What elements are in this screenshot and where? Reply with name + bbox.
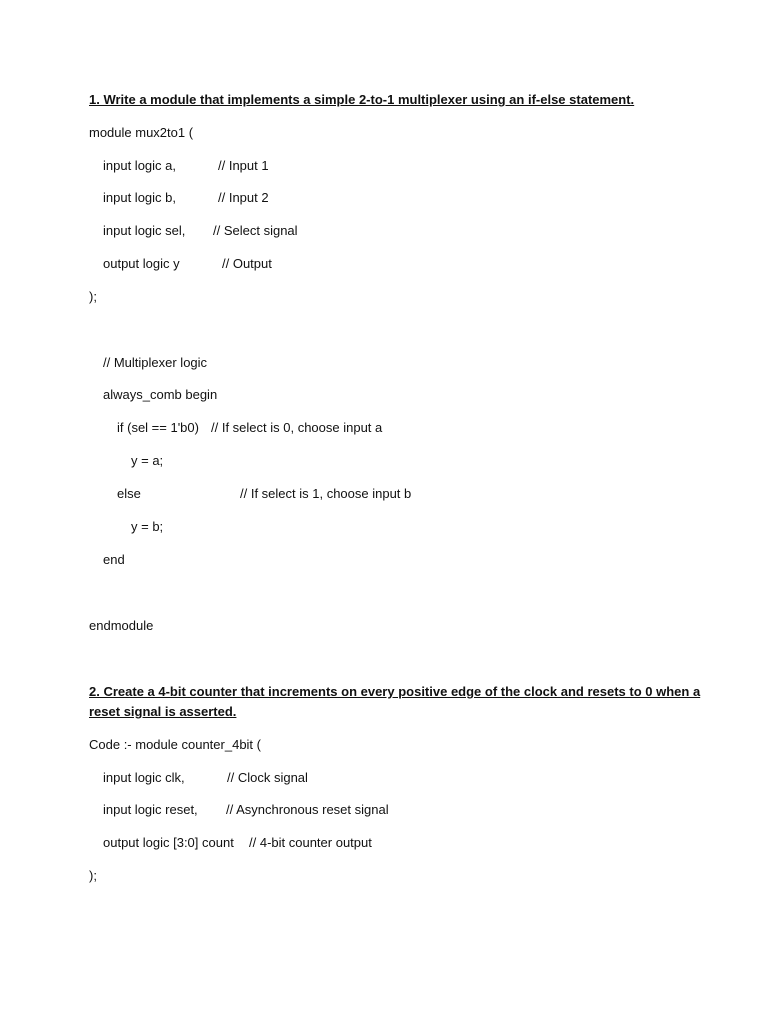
- port-comment: // Input 1: [218, 158, 269, 173]
- close-paren: );: [89, 868, 97, 883]
- port-comment: // 4-bit counter output: [249, 835, 372, 850]
- if-comment: // If select is 0, choose input a: [211, 420, 383, 435]
- module-declaration: Code :- module counter_4bit (: [89, 737, 261, 752]
- port-line: output logic y: [103, 256, 180, 271]
- port-comment: // Input 2: [218, 190, 269, 205]
- assign-statement: y = a;: [131, 453, 164, 468]
- port-comment: // Clock signal: [227, 770, 308, 785]
- port-comment: // Output: [222, 256, 272, 271]
- logic-comment: // Multiplexer logic: [103, 355, 208, 370]
- assign-statement: y = b;: [131, 519, 164, 534]
- port-line: input logic b,: [103, 190, 176, 205]
- endmodule: endmodule: [89, 618, 154, 633]
- port-line: input logic clk,: [103, 770, 185, 785]
- port-line: output logic [3:0] count: [103, 835, 234, 850]
- module-declaration: module mux2to1 (: [89, 125, 194, 140]
- port-line: input logic a,: [103, 158, 176, 173]
- port-line: input logic reset,: [103, 802, 198, 817]
- else-statement: else: [117, 486, 141, 501]
- always-block: always_comb begin: [103, 387, 218, 402]
- question-1-heading: 1. Write a module that implements a simple 2-to-1 multiplexer using an if-else statement.: [89, 92, 635, 107]
- question-2-heading-continued: reset signal is asserted.: [89, 704, 237, 719]
- else-comment: // If select is 1, choose input b: [240, 486, 412, 501]
- port-line: input logic sel,: [103, 223, 186, 238]
- if-statement: if (sel == 1'b0): [117, 420, 199, 435]
- port-comment: // Asynchronous reset signal: [226, 802, 389, 817]
- port-comment: // Select signal: [213, 223, 298, 238]
- question-2-heading: 2. Create a 4-bit counter that increments on every positive edge of the clock and resets to 0 when a: [89, 684, 701, 699]
- close-paren: );: [89, 289, 97, 304]
- end-statement: end: [103, 552, 125, 567]
